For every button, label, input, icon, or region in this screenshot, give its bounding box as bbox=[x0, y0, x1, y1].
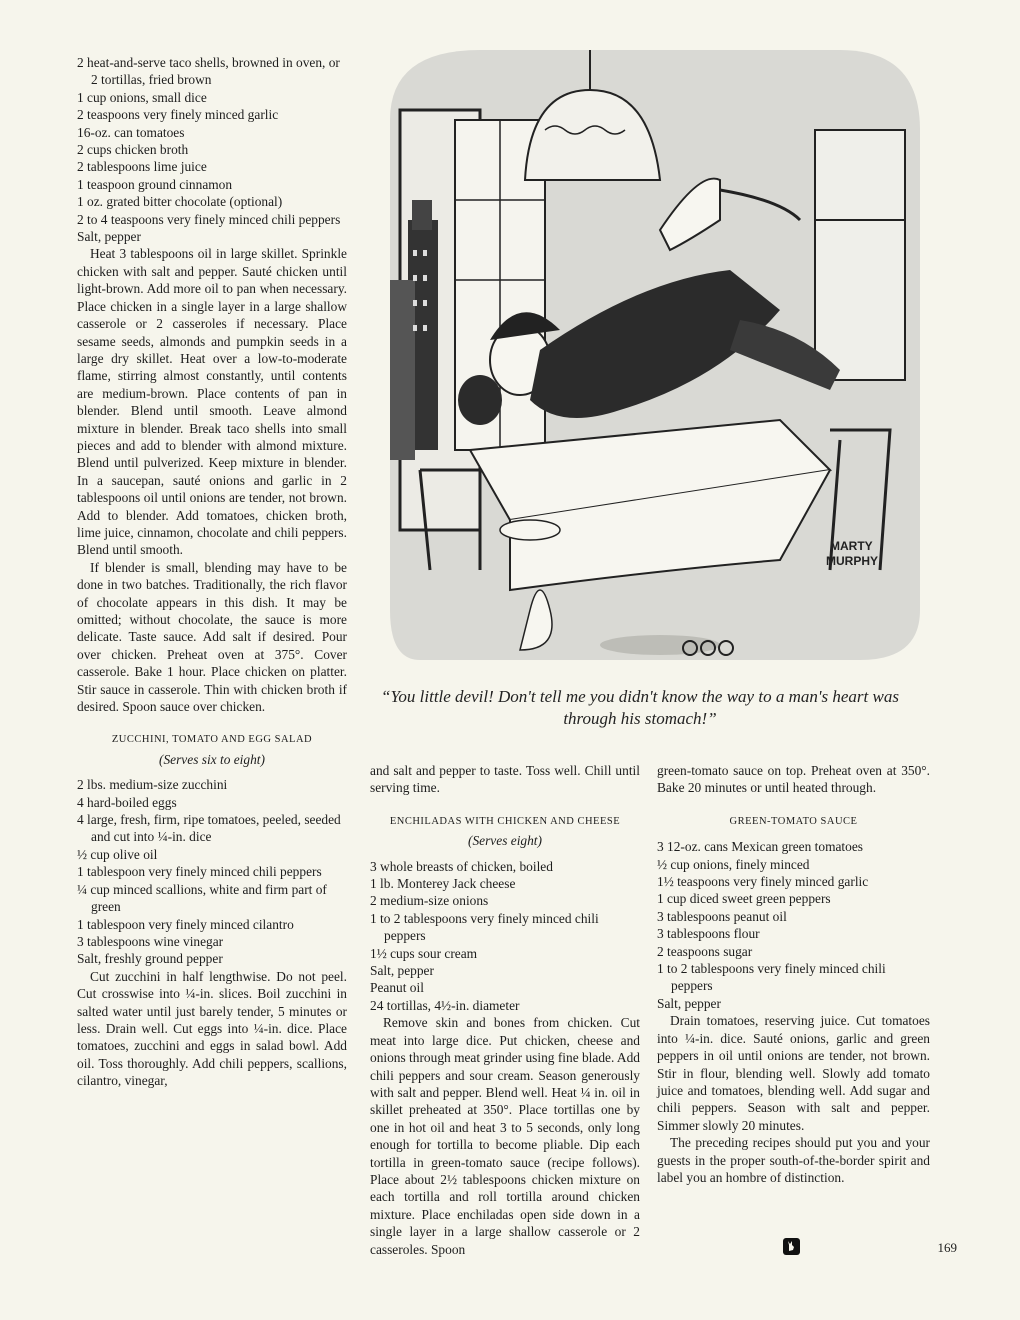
enchiladas-ingredient-item: 1½ cups sour cream bbox=[370, 945, 478, 961]
instructions-paragraph-sauce: Drain tomatoes, reserving juice. Cut tomatoes into ¼-in. dice. Sauté onions, garlic and green peppers in oil until onions are tender, not brown. Stir in flour, blending well. Slowly add tomato juice and tomatoes, blending well. Add sugar and chili peppers. Season with salt and pepper. Simmer slowly 20 minutes. bbox=[657, 1013, 930, 1133]
sauce-ingredient-item: 3 12-oz. cans Mexican green tomatoes bbox=[657, 839, 863, 855]
instructions-paragraph-enchiladas: Remove skin and bones from chicken. Cut meat into large dice. Put chicken, cheese and onions through meat grinder using fine blade. Add chili peppers and sour cream. Season generously with salt and pepper. Blend well. Heat ¼ in. oil in skillet preheated at 350°. Place tortillas one by one in hot oil and heat 3 to 5 seconds, only long enough for tortilla to become pliable. Dip each tortilla in green-tomato sauce (recipe follows). Place about 2½ tablespoons chicken mixture on each tortilla and roll tortilla around chicken mixture. Place enchiladas open side down in a single layer in a large shallow casserole or 2 casseroles. Spoon bbox=[370, 1015, 640, 1257]
zucchini-ingredient-item: 2 lbs. medium-size zucchini bbox=[77, 777, 228, 793]
mole-ingredient-item: 2 tablespoons lime juice bbox=[77, 159, 207, 175]
enchiladas-ingredient-item: Peanut oil bbox=[370, 980, 424, 996]
enchiladas-ingredient-item: 24 tortillas, 4½-in. diameter bbox=[370, 997, 520, 1013]
cartoon-caption: “You little devil! Don't tell me you didn't know the way to a man's heart was through his stomach!” bbox=[381, 687, 899, 728]
sauce-ingredient-item: ½ cup onions, finely minced bbox=[657, 856, 810, 872]
enchiladas-ingredient-item: 1 to 2 tablespoons very finely minced chili peppers bbox=[370, 910, 599, 944]
ingredient-list-zucchini bbox=[77, 776, 347, 967]
sauce-ingredient-item: 1 to 2 tablespoons very finely minced chili peppers bbox=[657, 961, 886, 994]
cartoonist-signature-line-1: MARTY bbox=[830, 539, 873, 553]
enchiladas-ingredient-item: 1 lb. Monterey Jack cheese bbox=[370, 876, 516, 892]
mole-ingredient-item: 2 to 4 teaspoons very finely minced chili peppers bbox=[77, 211, 341, 227]
mole-ingredient-item: 16-oz. can tomatoes bbox=[77, 124, 185, 140]
recipe-title-green-tomato-sauce: GREEN-TOMATO SAUCE bbox=[729, 815, 858, 827]
enchiladas-ingredient-item: 3 whole breasts of chicken, boiled bbox=[370, 858, 553, 874]
zucchini-ingredient-item: 1 tablespoon very finely minced cilantro bbox=[77, 916, 294, 932]
sauce-ingredient-item: 3 tablespoons flour bbox=[657, 926, 760, 942]
column-2 bbox=[370, 762, 640, 1258]
zucchini-ingredient-item: 1 tablespoon very finely minced chili peppers bbox=[77, 864, 322, 880]
sauce-ingredient-item: 1½ teaspoons very finely minced garlic bbox=[657, 874, 869, 890]
zucchini-instructions-continued: and salt and pepper to taste. Toss well. Chill until serving time. bbox=[370, 763, 640, 796]
mole-ingredient-item: 2 teaspoons very finely minced garlic bbox=[77, 107, 279, 123]
mole-ingredient-item: 2 cups chicken broth bbox=[77, 142, 189, 158]
mole-ingredient-item: 1 oz. grated bitter chocolate (optional) bbox=[77, 194, 283, 210]
column-1 bbox=[77, 54, 347, 1090]
recipe-title-zucchini: ZUCCHINI, TOMATO AND EGG SALAD bbox=[111, 734, 313, 746]
recipe-title-enchiladas: ENCHILADAS WITH CHICKEN AND CHEESE bbox=[389, 815, 621, 827]
rabbit-head-logo-icon bbox=[783, 1238, 800, 1255]
sauce-ingredient-item: 3 tablespoons peanut oil bbox=[657, 908, 787, 924]
page-number: 169 bbox=[937, 1240, 957, 1255]
mole-ingredient-item: Salt, pepper bbox=[77, 229, 141, 245]
mole-ingredient-item: 1 teaspoon ground cinnamon bbox=[77, 176, 233, 192]
cartoon-drawing bbox=[360, 50, 920, 675]
instructions-paragraph-zucchini: Cut zucchini in half lengthwise. Do not peel. Cut crosswise into ¼-in. slices. Boil zucchini in salted water until just barely tender, 5 minutes or less. Drain well. Cut eggs into ¼-in. dice. Place tomatoes, zucchini and eggs in salad bowl. Add oil. Toss thoroughly. Add chili peppers, scallions, cilantro, vinegar, bbox=[77, 968, 347, 1089]
zucchini-ingredient-item: 4 large, fresh, firm, ripe tomatoes, peeled, seeded and cut into ¼-in. dice bbox=[77, 812, 341, 845]
zucchini-ingredient-item: 4 hard-boiled eggs bbox=[77, 794, 177, 810]
recipe-serves-zucchini: (Serves six to eight) bbox=[159, 751, 265, 767]
ingredient-list-mole bbox=[77, 54, 347, 245]
zucchini-ingredient-item: Salt, freshly ground pepper bbox=[77, 951, 223, 967]
zucchini-ingredient-item: 3 tablespoons wine vinegar bbox=[77, 933, 224, 949]
enchiladas-ingredient-item: Salt, pepper bbox=[370, 963, 434, 979]
cartoonist-signature-line-2: MURPHY bbox=[826, 554, 879, 568]
instructions-paragraph-1: Heat 3 tablespoons oil in large skillet. Sprinkle chicken with salt and pepper. Sauté chicken until light-brown. Add more oil to pan when necessary. Place chicken in a single layer in a large shallow casserole or 2 casseroles if necessary. Place sesame seeds, almonds and pumpkin seeds in a large dry skillet. Heat over a low-to-moderate flame, stirring almost constantly, until contents are medium-brown. Place contents of pan in blender. Blend until smooth. Leave almond mixture in blender. Break taco shells into small pieces and add to blender with almond mixture. Blend until pulverized. Keep mixture in blender. In a saucepan, sauté onions and garlic in 2 tablespoons oil until onions are tender, not brown. Add to blender. Add tomatoes, chicken broth, lime juice, cinnamon, chocolate and chili peppers. Blend until smooth. bbox=[77, 246, 347, 558]
sauce-ingredient-item: 2 teaspoons sugar bbox=[657, 943, 753, 959]
closing-paragraph: The preceding recipes should put you and your guests in the proper south-of-the-border spirit and label you an hombre of distinction. bbox=[657, 1135, 930, 1185]
sauce-ingredient-item: 1 cup diced sweet green peppers bbox=[657, 891, 831, 907]
mole-ingredient-item: 2 heat-and-serve taco shells, browned in oven, or 2 tortillas, fried brown bbox=[77, 55, 340, 88]
mole-ingredient-item: 1 cup onions, small dice bbox=[77, 89, 207, 105]
zucchini-ingredient-item: ¼ cup minced scallions, white and firm part of green bbox=[77, 881, 327, 915]
enchiladas-ingredient-item: 2 medium-size onions bbox=[370, 893, 489, 909]
ingredient-list-enchiladas bbox=[370, 858, 640, 1015]
zucchini-ingredient-item: ½ cup olive oil bbox=[77, 846, 158, 862]
cartoon-illustration bbox=[360, 50, 920, 675]
enchiladas-instructions-continued: green-tomato sauce on top. Preheat oven at 350°. Bake 20 minutes or until heated through. bbox=[657, 763, 930, 796]
recipe-serves-enchiladas: (Serves eight) bbox=[468, 833, 542, 849]
instructions-paragraph-2: If blender is small, blending may have to be done in two batches. Traditionally, the rich flavor of chocolate appears in this dish. It may be omitted; without chocolate, the sauce is more delicate. Taste sauce. Add salt if desired. Pour over chicken. Preheat oven at 375°. Cover casserole. Bake 1 hour. Place chicken on platter. Stir sauce in casserole. Thin with chicken broth if desired. Spoon sauce over chicken. bbox=[77, 559, 347, 715]
column-3 bbox=[657, 762, 930, 1186]
ingredient-list-sauce bbox=[657, 838, 930, 1012]
sauce-ingredient-item: Salt, pepper bbox=[657, 995, 721, 1011]
